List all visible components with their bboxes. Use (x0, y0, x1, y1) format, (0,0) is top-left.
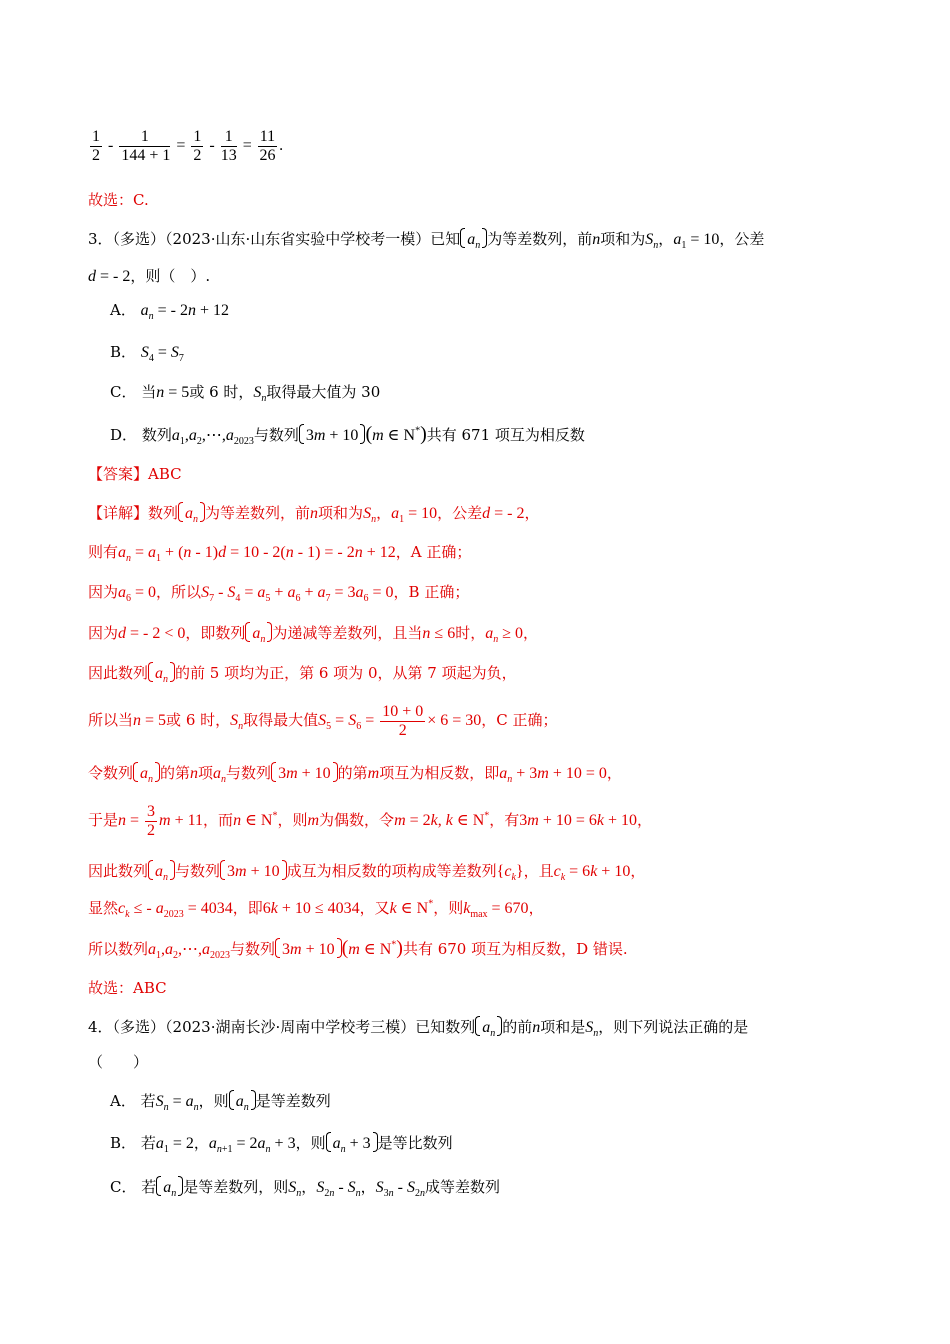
detail-line-10: 显然$c_k$ ≤ - $a_{2023} = 4034$，即6k + 10 ≤ 4034，又k ∈ N*，则$k_{max} = 670$， (88, 898, 544, 921)
select-answer-2: 故选：C. (88, 191, 149, 209)
detail-line-7: 令数列 $a_n$ 的第n项$a_n$与数列 3m + 10 的第m项互为相反数，即$a_n + 3m + 10 = 0$， (88, 764, 622, 786)
option-3a: A． $a_n$ = - 2n + 12 (110, 301, 230, 323)
option-4a: A． 若$S_n = a_n$，则 $a_n$ 是等差数列 (110, 1092, 331, 1114)
detail-line-8: 于是n = $\frac{3}{2}$ m + 11，而n ∈ N*，则m为偶数，令m = 2k, k ∈ N*，有3m + 10 = 6k + 10， (88, 802, 653, 839)
detail-line-9: 因此数列 $a_n$ 与数列 3m + 10 成互为相反数的项构成等差数列$\{c_k\}$，且$c_k = 6k + 10$， (88, 862, 646, 884)
detail-line-2: 则有$a_n = a_1 + (n - 1)d = 10 - 2(n - 1)$ = - 2n + 12，A 正确； (88, 543, 472, 565)
select-answer-3: 故选：ABC (88, 979, 167, 997)
question-3-line2: d = - 2，则（ ）. (88, 267, 211, 285)
detail-line-5: 因此数列 $a_n$ 的前 5 项均为正，第 6 项为 0，从第 7 项起为负， (88, 664, 517, 686)
question-4-line2: （ ） (88, 1053, 149, 1071)
detail-line-6: 所以当n = 5或 6 时，$S_n$取得最大值$S_5 = S_6$ = $\frac{10 + 0}{2}$ × 6 = 30，C 正确； (88, 702, 558, 739)
option-4b: B． 若$a_1 = 2$，$a_{n+1} = 2a_n + 3$，则 $a_n + 3$ 是等比数列 (110, 1134, 453, 1156)
question-4: 4．（多选）（2023·湖南长沙·周南中学校考三模）已知数列 $a_n$ 的前n项和是$S_n$，则下列说法正确的是 (88, 1018, 749, 1040)
option-3c: C． 当n = 5或 6 时，$S_n$取得最大值为 30 (110, 383, 381, 405)
option-3d: D． 数列$a_1,a_2,\cdots,a_{2023}$与数列 3m + 10 (m ∈ N*)共有 671 项互为相反数 (110, 423, 585, 448)
option-4c: C． 若 $a_n$ 是等差数列，则$S_n$，$S_{2n} - S_n$，$S_{3n} - S_{2n}$成等差数列 (110, 1178, 500, 1200)
detail-line-11: 所以数列$a_1,a_2,\cdots,a_{2023}$与数列 3m + 10 (m ∈ N*)共有 670 项互为相反数，D 错误. (88, 937, 628, 962)
detail-line-1: 【详解】数列 $a_n$ 为等差数列，前n项和为$S_n$，$a_1 = 10$，公差d = - 2， (88, 504, 540, 526)
formula-line-top: $\frac{1}{2}$ - $\frac{1}{144 + 1}$ = $\frac{1}{2}$ - $\frac{1}{13}$ = $\frac{11}{26}$ . (92, 128, 284, 164)
question-3: 3．（多选）（2023·山东·山东省实验中学校考一模）已知 $a_n$ 为等差数列，前n项和为$S_n$，$a_1 = 10$，公差 (88, 230, 765, 252)
detail-line-4: 因为d = - 2 < 0，即数列 $a_n$ 为递减等差数列，且当n ≤ 6时，$a_n \ge 0$， (88, 624, 539, 646)
option-3b: B． $S_4 = S_7$ (110, 343, 184, 365)
detail-line-3: 因为$a_6 = 0$，所以$S_7 - S_4 = a_5 + a_6 + a_7 = 3a_6 = 0$，B 正确； (88, 583, 470, 605)
answer-3: 【答案】ABC (88, 465, 182, 483)
